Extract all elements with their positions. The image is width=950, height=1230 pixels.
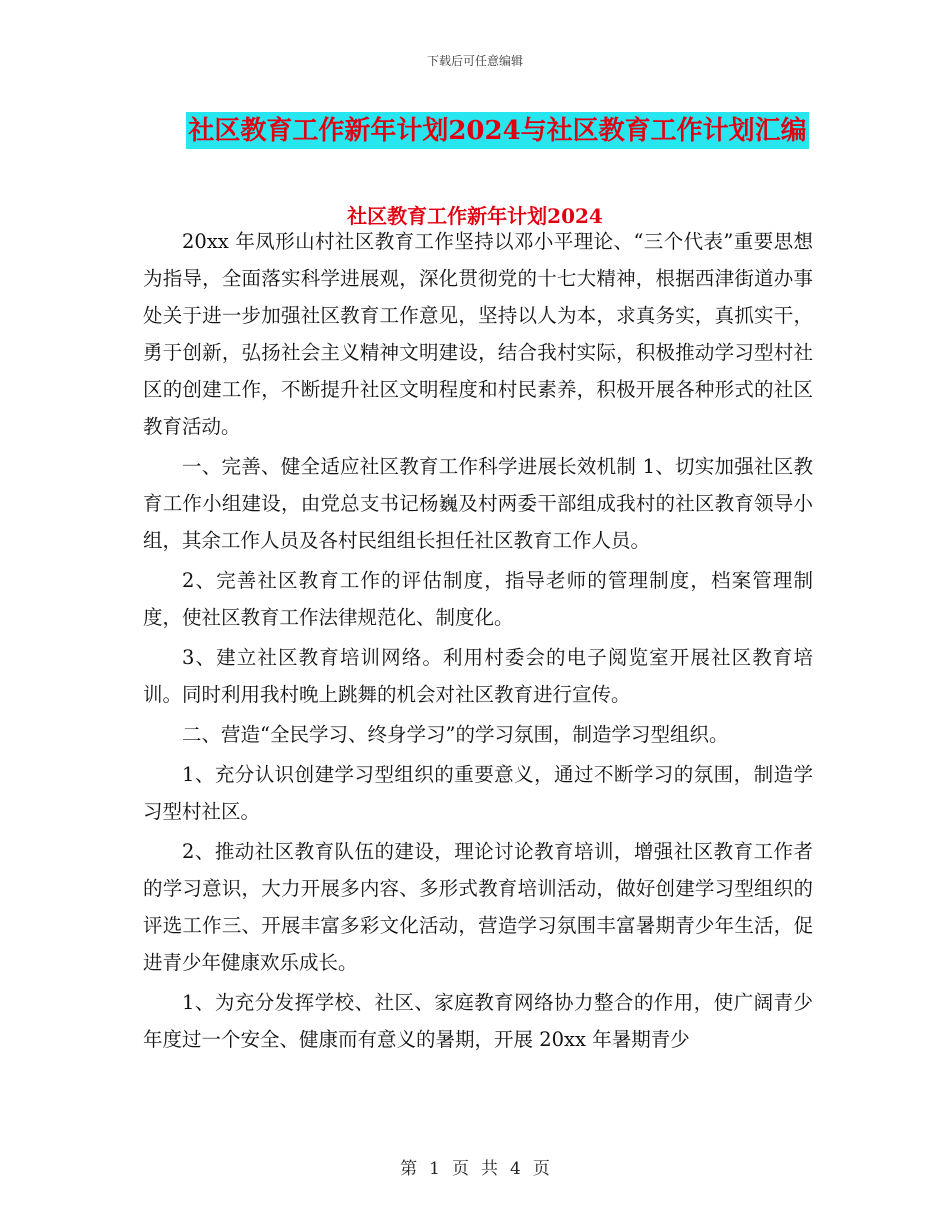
paragraph: 3、建立社区教育培训网络。利用村委会的电子阅览室开展社区教育培训。同时利用我村晚上跳舞的机会对社区教育进行宣传。: [143, 646, 813, 706]
paragraph: 2、完善社区教育工作的评估制度，指导老师的管理制度，档案管理制度，使社区教育工作法律规范化、制度化。: [143, 569, 813, 629]
main-title: 社区教育工作新年计划2024与社区教育工作计划汇编: [186, 112, 808, 149]
footer-current-page: 1: [429, 1159, 440, 1179]
paragraph: 20xx 年凤形山村社区教育工作坚持以邓小平理论、“三个代表”重要思想为指导，全面落实科学进展观，深化贯彻党的十七大精神，根据西津街道办事处关于进一步加强社区教育工作意见，坚持以人为本，求真务实，真抓实干，勇于创新，弘扬社会主义精神文明建设，结合我村实际，积极推动学习型村社区的创建工作，不断提升社区文明程度和村民素养，积极开展各种形式的社区教育活动。: [143, 230, 813, 438]
page-header-note: 下载后可任意编辑: [426, 54, 523, 68]
footer-label-total: 共: [481, 1159, 498, 1179]
paragraph: 1、为充分发挥学校、社区、家庭教育网络协力整合的作用，使广阔青少年度过一个安全、健康而有意义的暑期，开展 20xx 年暑期青少: [143, 991, 813, 1051]
document-body: [143, 223, 813, 1061]
paragraph: 2、推动社区教育队伍的建设，理论讨论教育培训，增强社区教育工作者的学习意识，大力开展多内容、多形式教育培训活动，做好创建学习型组织的评选工作三、开展丰富多彩文化活动，营造学习氛围丰富暑期青少年生活，促进青少年健康欢乐成长。: [143, 840, 813, 974]
paragraph: 1、充分认识创建学习型组织的重要意义，通过不断学习的氛围，制造学习型村社区。: [143, 763, 813, 823]
footer-label-unit: 页: [452, 1159, 469, 1179]
paragraph: 二、营造“全民学习、终身学习”的学习氛围，制造学习型组织。: [182, 723, 729, 746]
footer-total-pages: 4: [510, 1159, 521, 1179]
page-footer: [0, 1154, 950, 1179]
footer-label-unit2: 页: [532, 1159, 550, 1179]
paragraph: 一、完善、健全适应社区教育工作科学进展长效机制 1、切实加强社区教育工作小组建设，由党总支书记杨巍及村两委干部组成我村的社区教育领导小组，其余工作人员及各村民组组长担任社区教育工作人员。: [143, 455, 813, 552]
main-title-container: [0, 112, 950, 149]
footer-label-page: 第: [400, 1159, 418, 1179]
section-title: 社区教育工作新年计划2024: [347, 204, 603, 228]
